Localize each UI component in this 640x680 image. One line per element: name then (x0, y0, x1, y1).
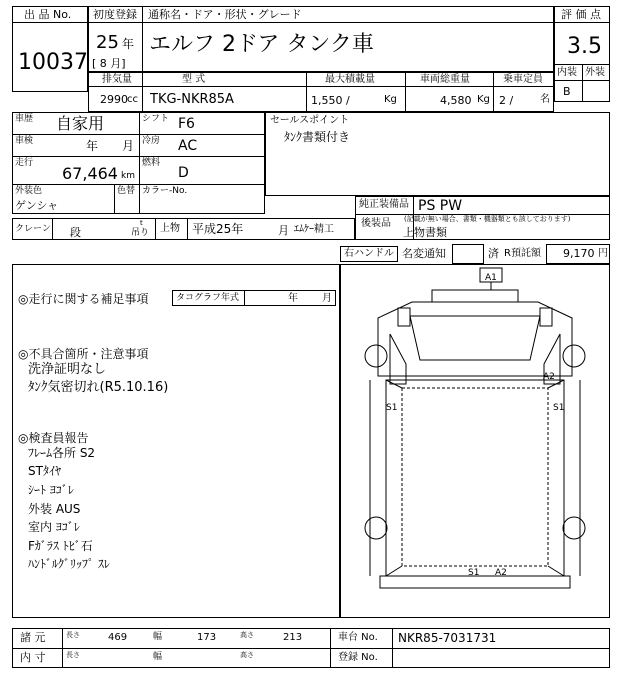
capacity-unit: 名 (540, 94, 550, 105)
height-label: 高さ (240, 631, 254, 639)
driving-notes-title: ◎走行に関する補足事項 (18, 292, 149, 306)
max-load-unit: Kg (384, 94, 397, 105)
inspector-title: ◎検査員報告 (18, 431, 89, 445)
defects-title: ◎不具合箇所・注意事項 (18, 347, 149, 361)
color-code-label: カラー-No. (142, 186, 188, 196)
first-reg-label: 初度登録 (93, 8, 137, 21)
equipment-value: PS PW (418, 198, 463, 214)
shift-value: F6 (178, 116, 195, 132)
reg-year-unit: 年 (122, 37, 135, 51)
inner-label: 内 寸 (20, 651, 46, 664)
displacement-label: 排気量 (102, 74, 132, 85)
inspection-month: 月 (122, 139, 135, 153)
inspector-item: STﾀｲﾔ (28, 464, 61, 478)
defect-item: ﾀﾝｸ気密切れ(R5.10.16) (28, 380, 169, 395)
length-label: 長さ (66, 631, 80, 639)
tacho-year: 年 (288, 293, 298, 304)
dims-label: 諸 元 (20, 631, 46, 644)
name-change-label: 名変通知 (402, 247, 446, 260)
inspection-label: 車検 (15, 136, 34, 146)
tacho-label: タコグラフ年式 (176, 293, 240, 303)
chassis-value: NKR85-7031731 (398, 631, 497, 645)
body-month: 月 (278, 224, 289, 237)
common-name-label: 通称名・ドア・形状・グレード (148, 8, 302, 21)
recycle-label: R預託額 (504, 248, 541, 259)
height-value: 213 (283, 632, 303, 643)
lot-label: 出 品 No. (24, 8, 72, 21)
fuel-label: 燃料 (142, 158, 161, 168)
inspector-item: ｼｰﾄ ﾖｺﾞﾚ (28, 483, 74, 497)
damage-mark-front: A1 (485, 273, 497, 283)
fuel-value: D (178, 165, 189, 181)
name-change-box (452, 244, 484, 264)
aftermarket-label: 後装品 (361, 218, 391, 229)
inspector-item: ﾌﾚｰﾑ各所 S2 (28, 446, 96, 460)
gross-weight-label: 車両総重量 (420, 74, 470, 85)
inspector-item: Fｶﾞﾗｽ ﾄﾋﾞ石 (28, 539, 93, 553)
damage-mark-rear-right: A2 (495, 568, 507, 578)
reg-month: [ 8 月] (92, 57, 126, 70)
sales-point-text: ﾀﾝｸ書類付き (284, 130, 351, 144)
chassis-label: 車台 No. (338, 632, 378, 643)
crane-ton: t (140, 219, 143, 227)
inner-length-label: 長さ (66, 651, 80, 659)
mileage-unit: km (121, 171, 135, 181)
exterior-label: 外装 (585, 67, 605, 78)
mileage-label: 走行 (15, 158, 34, 168)
interior-grade: B (563, 85, 571, 98)
color-label: 外装色 (15, 186, 43, 196)
crane-lift: 吊り (131, 228, 150, 238)
equipment-label: 純正装備品 (359, 199, 409, 210)
crane-label: クレーン (15, 224, 51, 234)
inner-width-label: 幅 (153, 652, 163, 662)
body-label: 上物 (160, 223, 180, 234)
max-load-value: 1,550 / (311, 94, 350, 107)
inspection-year: 年 (86, 139, 99, 153)
interior-label: 内装 (557, 67, 577, 78)
damage-mark-right-cab: A2 (543, 372, 555, 382)
capacity-label: 乗車定員 (503, 74, 543, 85)
damage-mark-rear-left: S1 (468, 568, 480, 578)
aftermarket-note: (記載が無い場合、書類・機器類とも該しております) (404, 215, 571, 223)
capacity-value: 2 / (499, 94, 514, 107)
history-label: 車歴 (15, 114, 34, 124)
shift-label: シフト (142, 114, 170, 124)
gross-weight-value: 4,580 (440, 94, 472, 107)
rating-label: 評 価 点 (561, 8, 601, 21)
inspector-item: ﾊﾝﾄﾞﾙｸﾞﾘｯﾌﾟ ｽﾚ (28, 557, 110, 571)
defect-item: 洗浄証明なし (28, 362, 107, 377)
mileage-value: 67,464 (62, 164, 118, 183)
damage-mark-right-side: S1 (553, 403, 565, 413)
width-value: 173 (197, 632, 217, 643)
ac-value: AC (178, 138, 198, 154)
width-label: 幅 (153, 632, 163, 642)
car-name: エルフ 2ドア タンク車 (149, 32, 374, 57)
inspector-item: 外装 AUS (28, 502, 81, 516)
model-label: 型 式 (182, 74, 206, 85)
sales-point-label: セールスポイント (270, 115, 350, 126)
crane-steps: 段 (70, 226, 81, 239)
lot-number: 10037 (18, 50, 88, 75)
model-value: TKG-NKR85A (150, 92, 234, 107)
rating-value: 3.5 (567, 34, 602, 59)
recycle-status: 済 (488, 247, 499, 260)
ac-label: 冷房 (142, 136, 161, 146)
color-no-label: 色替 (117, 186, 136, 196)
max-load-label: 最大積載量 (325, 74, 375, 85)
color-value: ゲンシャ (15, 199, 59, 212)
inner-height-label: 高さ (240, 651, 254, 659)
length-value: 469 (108, 632, 128, 643)
displacement-unit: cc (127, 94, 138, 105)
inspector-item: 室内 ﾖｺﾞﾚ (28, 520, 80, 534)
truck-diagram (340, 264, 610, 618)
gross-weight-unit: Kg (477, 94, 490, 105)
displacement-value: 2990 (100, 93, 128, 106)
reg-no-label: 登録 No. (338, 652, 378, 663)
body-year: 平成25年 (192, 222, 244, 236)
reg-year: 25 (96, 32, 119, 53)
tacho-month: 月 (322, 293, 332, 304)
damage-mark-left-side: S1 (386, 403, 398, 413)
handle-value: 右ハンドル (344, 248, 394, 259)
aftermarket-value: 上物書類 (403, 226, 447, 239)
recycle-unit: 円 (598, 248, 608, 259)
history-value: 自家用 (56, 114, 105, 133)
recycle-amount: 9,170 (563, 247, 595, 260)
body-maker: ｴﾑｹｰ精工 (294, 224, 334, 235)
